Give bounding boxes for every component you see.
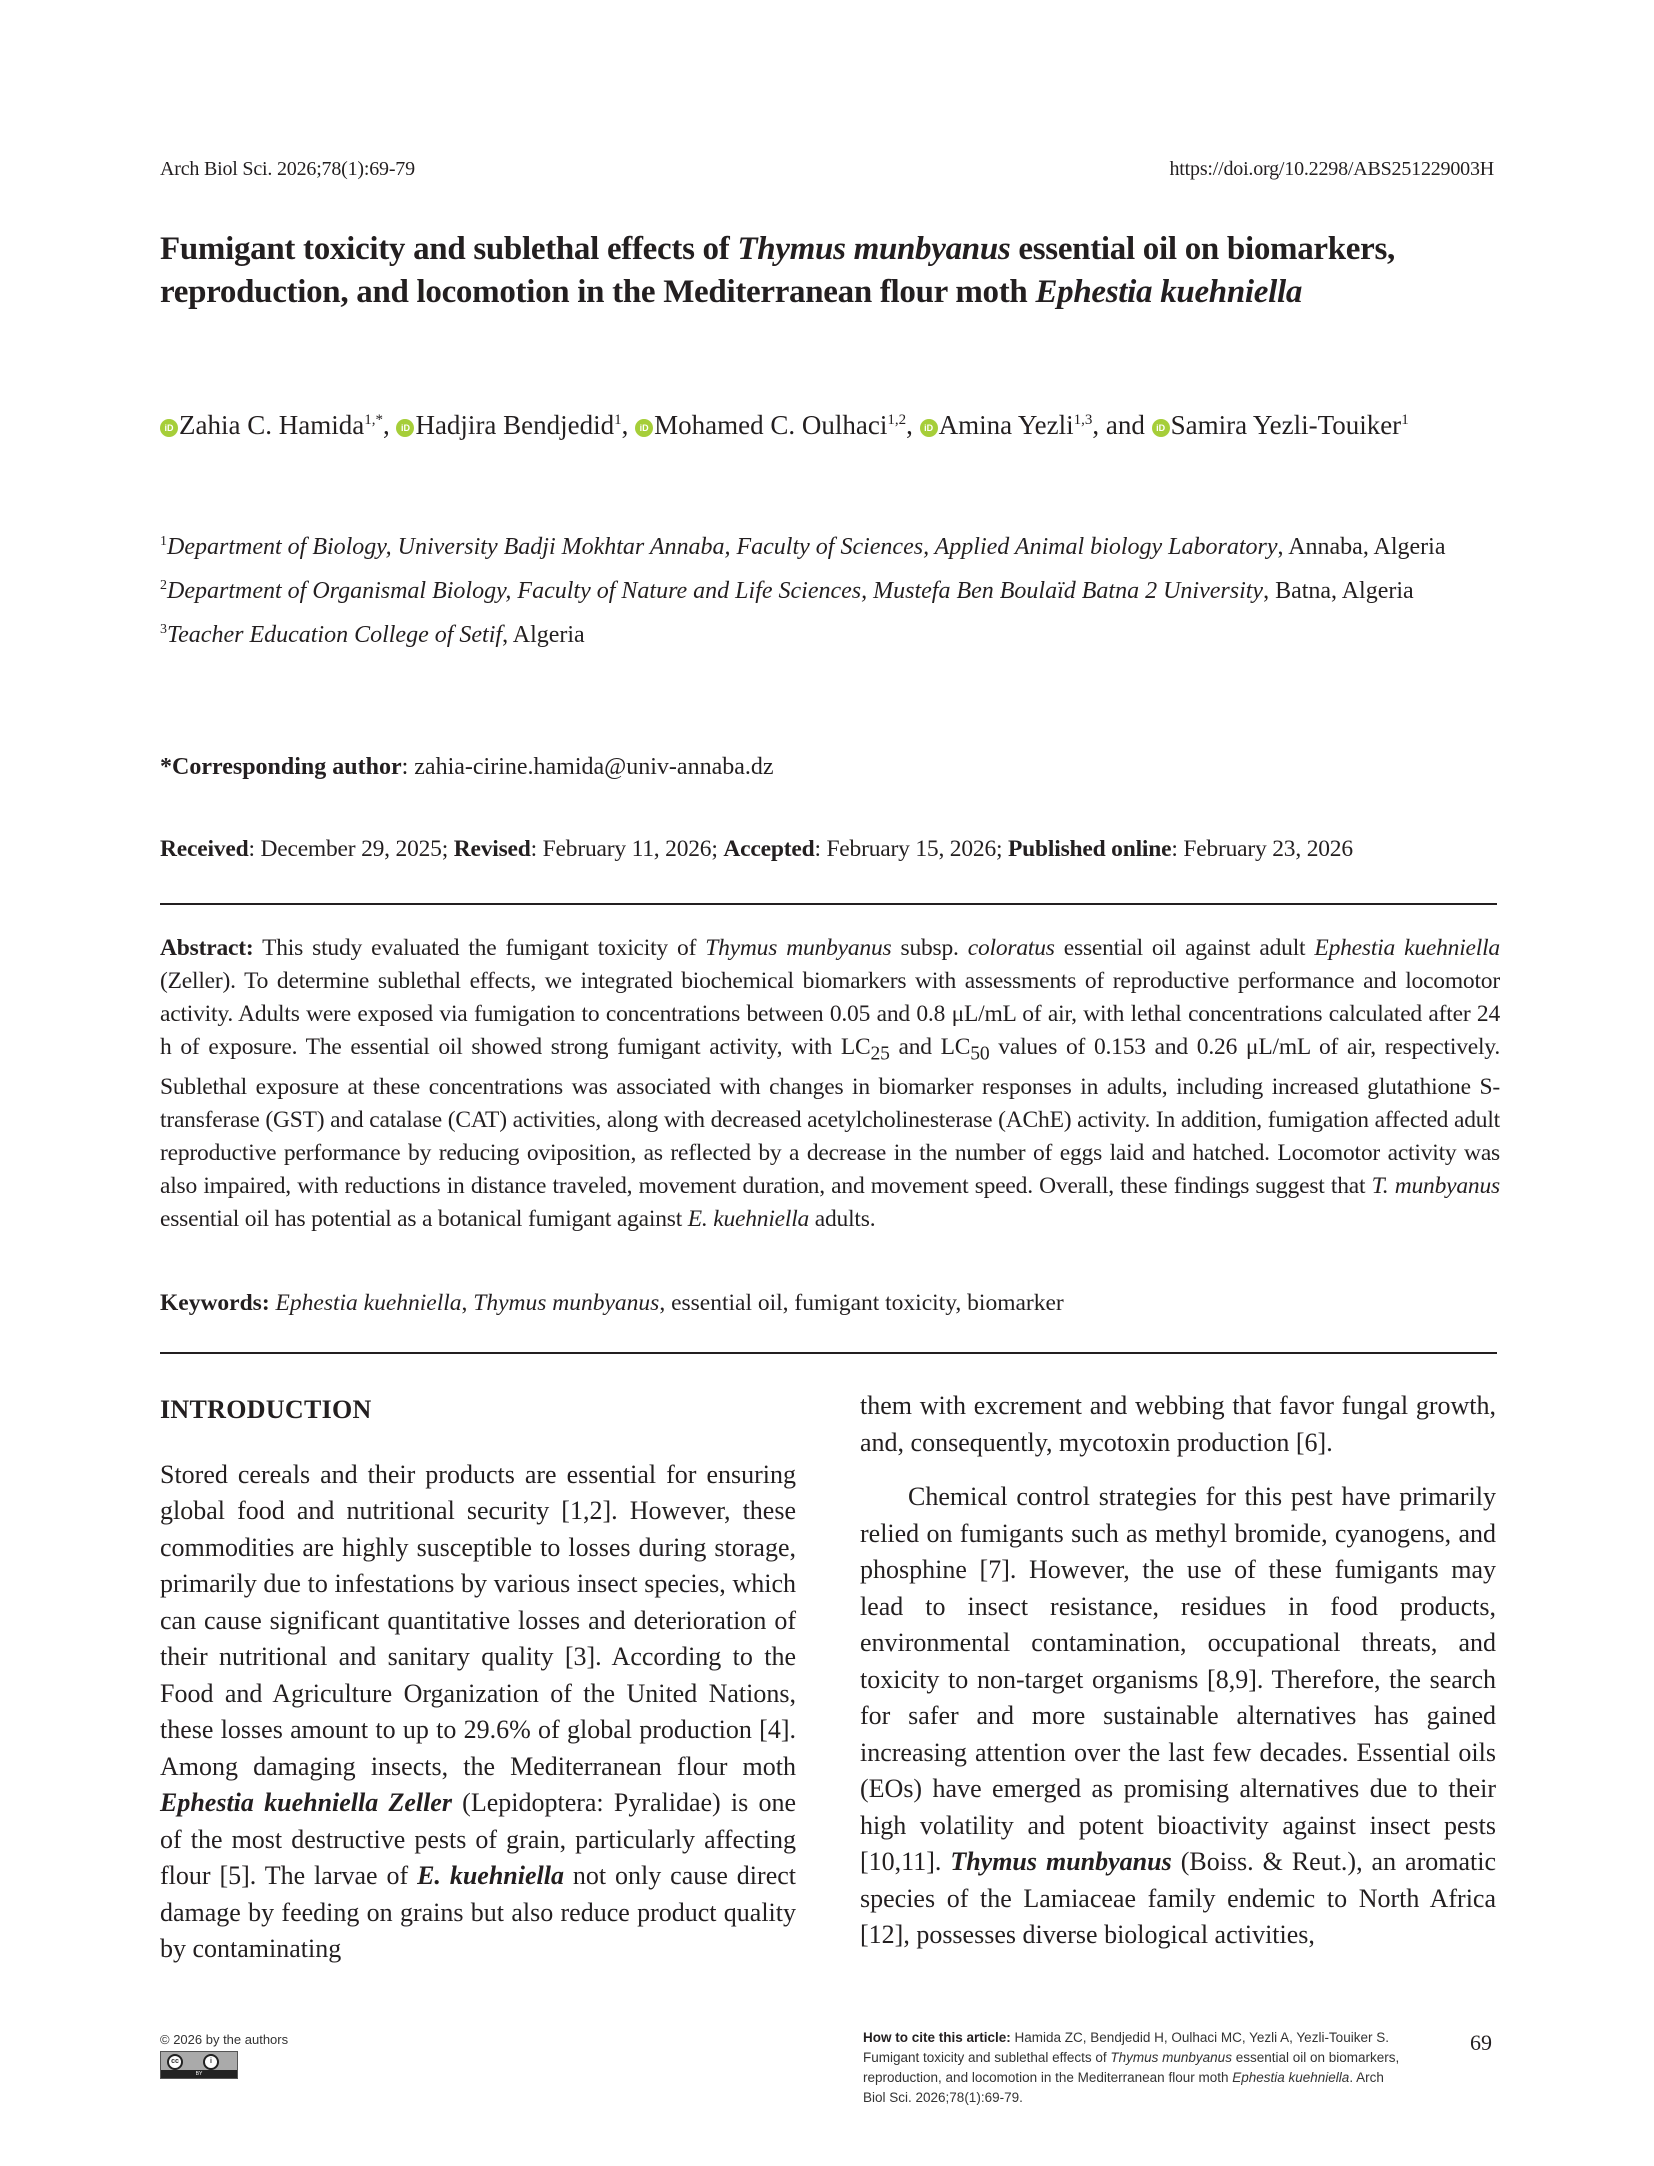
orcid-icon[interactable]: iD <box>396 419 414 437</box>
author: iD Samira Yezli-Touiker$^1$ <box>1152 410 1409 440</box>
orcid-icon[interactable]: iD <box>1152 419 1170 437</box>
paragraph: Chemical control strategies for this pest have primarily relied on fumigants such as methyl bromide, cyanogens, and phosphine [7]. However, the use of these fumigants may lead to insect resistance, residues in food products, environmental contamination, occupational threats, and toxicity to non-target organisms [8,9]. Therefore, the search for safer and more sustainable alternatives has gained increasing attention over the last few decades. Essential oils (EOs) have emerged as promising alternatives due to their high volatility and potent bioactivity against insect pests [10,11]. Thymus munbyanus (Boiss. & Reut.), an aromatic species of the Lamiaceae family endemic to North Africa [12], possesses diverse biological activities, <box>860 1482 1497 1949</box>
paragraph: Stored cereals and their products are essential for ensuring global food and nutritional security [1,2]. However, these commodities are highly susceptible to losses during storage, primarily due to infestations by various insect species, which can cause significant quantitative losses and deterioration of their nutritional and sanitary quality [3]. According to the Food and Agriculture Organization of the United Nations, these losses amount to up to 29.6% of global production [4]. Among damaging insects, the Mediterranean flour moth Ephestia kuehniella Zeller (Lepidoptera: Pyralidae) is one of the most destructive pests of grain, particularly affecting flour [5]. The larvae of E. kuehniella not only cause direct damage by feeding on grains but also reduce product quality by contaminating <box>160 1459 796 1963</box>
publication-dates: Received: December 29, 2025; Revised: February 11, 2026; Accepted: February 15, 2026; Published online: February 23, 2026 <box>160 836 1353 862</box>
affiliation: $^1$Department of Biology, University Badji Mokhtar Annaba, Faculty of Sciences, Applied Animal biology Laboratory, Annaba, Algeria <box>160 534 1446 560</box>
corresponding-author: *Corresponding author: zahia-cirine.hamida@univ-annaba.dz <box>160 754 774 780</box>
article-title: Fumigant toxicity and sublethal effects of Thymus munbyanus essential oil on biomarkers, reproduction, and locomotion in the Mediterranean flour moth Ephestia kuehniella <box>160 231 1395 310</box>
author-list <box>160 402 1500 443</box>
author: iD Amina Yezli$^{1,3}$, and <box>920 410 1152 440</box>
author-email[interactable]: : zahia-cirine.hamida@univ-annaba.dz <box>401 754 774 780</box>
orcid-icon[interactable]: iD <box>635 419 653 437</box>
species-name: Thymus munbyanus <box>737 231 1011 267</box>
divider <box>160 903 1497 905</box>
cc-by-license-icon[interactable] <box>160 2051 238 2079</box>
license-label: BY <box>161 2070 237 2078</box>
affiliation: $^2$Department of Organismal Biology, Faculty of Nature and Life Sciences, Mustefa Ben Boulaïd Batna 2 University, Batna, Algeria <box>160 578 1414 604</box>
paragraph-continued: them with excrement and webbing that favor fungal growth, and, consequently, mycotoxin production [6]. <box>860 1391 1496 1457</box>
author: iD Mohamed C. Oulhaci$^{1,2}$, <box>635 410 919 440</box>
author: iD Zahia C. Hamida$^{1,*}$, <box>160 410 396 440</box>
divider <box>160 1352 1497 1354</box>
affiliations <box>160 524 1500 656</box>
species-name: Ephestia kuehniella <box>1035 274 1303 310</box>
body-column-left <box>160 1392 796 1968</box>
page-number: 69 <box>1470 2030 1492 2055</box>
body-column-right <box>860 1388 1496 1954</box>
section-heading: INTRODUCTION <box>160 1395 372 1424</box>
orcid-icon[interactable]: iD <box>920 419 938 437</box>
copyright: © 2026 by the authors <box>160 2032 289 2047</box>
cc-icon: cc <box>167 2054 183 2070</box>
affiliation: $^3$Teacher Education College of Setif, Algeria <box>160 622 585 648</box>
how-to-cite: How to cite this article: Hamida ZC, Bendjedid H, Oulhaci MC, Yezli A, Yezli-Touiker S. Fumigant toxicity and sublethal effects of Thymus munbyanus essential oil on biomarkers, reproduction, and locomotion in the Mediterranean flour moth Ephestia kuehniella. Arch Biol Sci. 2026;78(1):69-79. <box>863 2030 1400 2105</box>
abstract: Abstract: This study evaluated the fumigant toxicity of Thymus munbyanus subsp. coloratus essential oil against adult Ephestia kuehniella (Zeller). To determine sublethal effects, we integrated biochemical biomarkers with assessments of reproductive performance and locomotor activity. Adults were exposed via fumigation to concentrations between 0.05 and 0.8 μL/mL of air, with lethal concentrations calculated after 24 h of exposure. The essential oil showed strong fumigant activity, with $LC_{25}$ and $LC_{50}$ values of 0.153 and 0.26 μL/mL of air, respectively. Sublethal exposure at these concentrations was associated with changes in biomarker responses in adults, including increased glutathione S-transferase (GST) and catalase (CAT) activities, along with decreased acetylcholinesterase (AChE) activity. In addition, fumigation affected adult reproductive performance by reducing oviposition, as reflected by a decrease in the number of eggs laid and hatched. Locomotor activity was also impaired, with reductions in distance traveled, movement duration, and movement speed. Overall, these findings suggest that T. munbyanus essential oil has potential as a botanical fumigant against E. kuehniella adults. <box>160 935 1501 1232</box>
copyright-block <box>160 2032 288 2079</box>
attribution-icon: i <box>203 2054 219 2070</box>
author: iD Hadjira Bendjedid$^1$, <box>396 410 635 440</box>
journal-citation: Arch Biol Sci. 2026;78(1):69-79 <box>160 158 415 180</box>
keywords: Keywords: Ephestia kuehniella, Thymus munbyanus, essential oil, fumigant toxicity, biomarker <box>160 1290 1064 1316</box>
doi-link[interactable]: https://doi.org/10.2298/ABS251229003H <box>1169 158 1494 180</box>
orcid-icon[interactable]: iD <box>160 419 178 437</box>
